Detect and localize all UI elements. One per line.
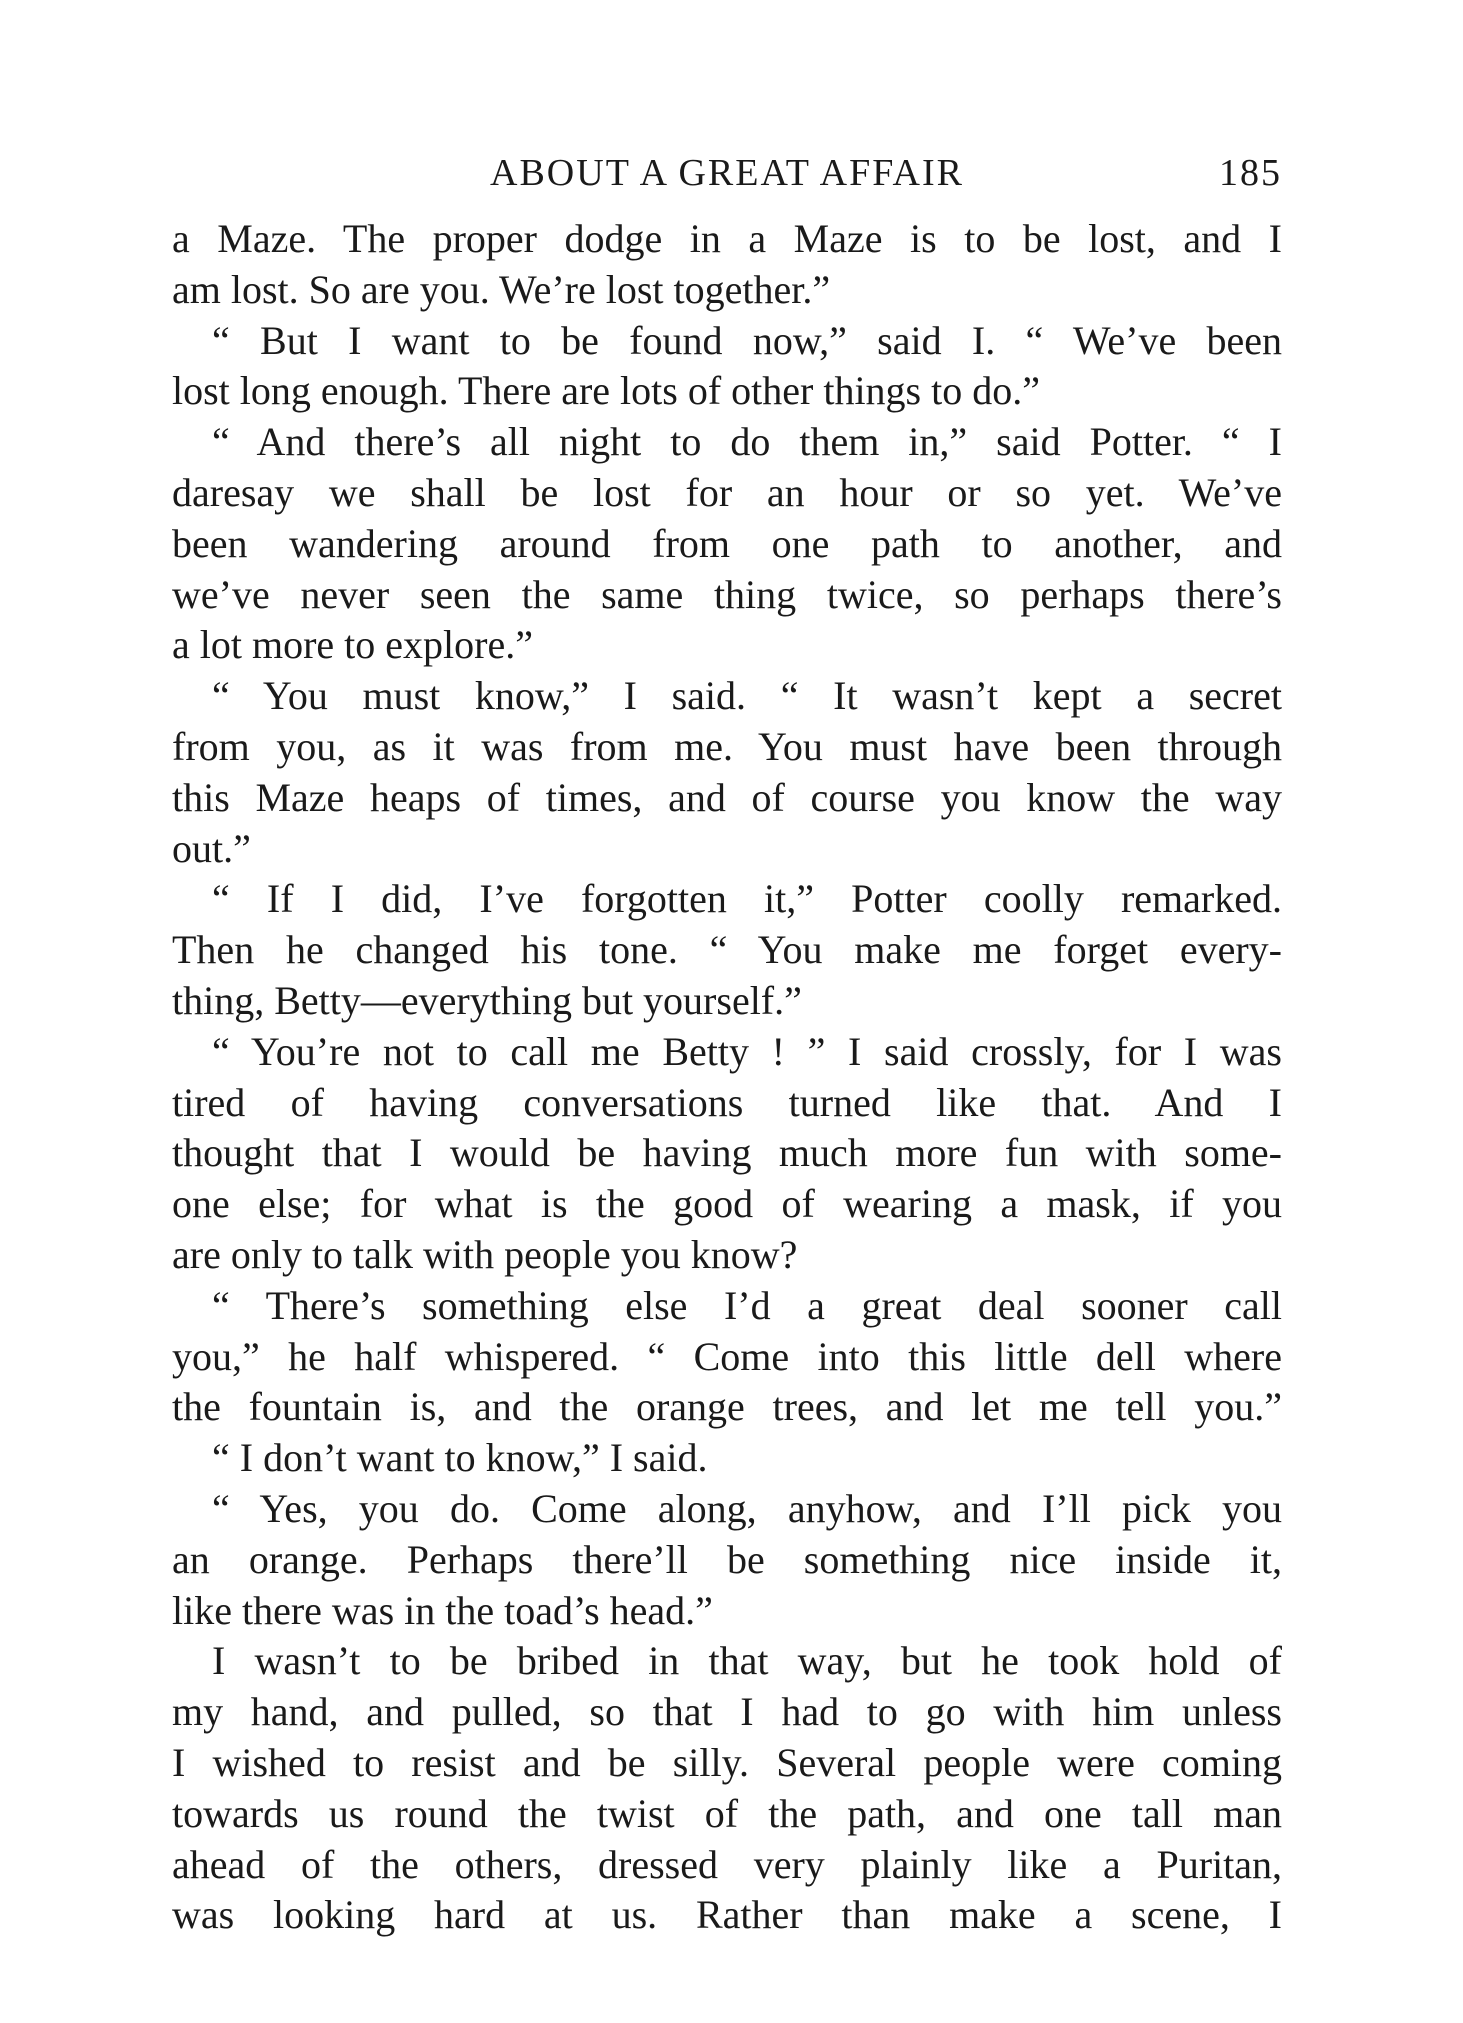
text-line: Then he changed his tone. “ You make me forget every- — [172, 927, 1282, 973]
text-line: daresay we shall be lost for an hour or so yet. We’ve — [172, 469, 1282, 515]
text-line: “ You’re not to call me Betty ! ” I said crossly, for I was — [212, 1028, 1282, 1074]
text-line: am lost. So are you. We’re lost together.” — [172, 266, 831, 312]
text-line: was looking hard at us. Rather than make a scene, I — [172, 1892, 1282, 1938]
text-line: my hand, and pulled, so that I had to go with him unless — [172, 1689, 1282, 1735]
text-line: are only to talk with people you know? — [172, 1231, 798, 1277]
text-line: “ And there’s all night to do them in,” said Potter. “ I — [212, 419, 1282, 465]
text-line: like there was in the toad’s head.” — [172, 1587, 713, 1633]
page-header — [172, 148, 1282, 198]
text-line: lost long enough. There are lots of other things to do.” — [172, 368, 1040, 414]
text-line: from you, as it was from me. You must have been through — [172, 723, 1282, 769]
text-line: towards us round the twist of the path, and one tall man — [172, 1790, 1282, 1836]
text-line: an orange. Perhaps there’ll be something nice inside it, — [172, 1536, 1282, 1582]
text-line: ahead of the others, dressed very plainly like a Puritan, — [172, 1841, 1282, 1887]
text-line: thought that I would be having much more fun with some- — [172, 1130, 1282, 1176]
text-line: I wasn’t to be bribed in that way, but he took hold of — [212, 1638, 1282, 1684]
text-line: a Maze. The proper dodge in a Maze is to be lost, and I — [172, 216, 1282, 261]
text-line: thing, Betty—everything but yourself.” — [172, 977, 802, 1023]
text-line: “ I don’t want to know,” I said. — [212, 1435, 708, 1481]
text-line: “ There’s something else I’d a great deal sooner call — [212, 1282, 1282, 1328]
text-line: “ Yes, you do. Come along, anyhow, and I’ll pick you — [212, 1485, 1282, 1531]
text-line: this Maze heaps of times, and of course you know the way — [172, 774, 1282, 820]
text-line: I wished to resist and be silly. Several people were coming — [172, 1739, 1282, 1785]
text-line: we’ve never seen the same thing twice, so perhaps there’s — [172, 571, 1282, 617]
text-line: been wandering around from one path to another, and — [172, 520, 1282, 566]
body-text — [172, 214, 1282, 1941]
running-title: ABOUT A GREAT AFFAIR — [490, 152, 964, 194]
text-line: the fountain is, and the orange trees, and let me tell you.” — [172, 1384, 1282, 1430]
text-line: you,” he half whispered. “ Come into this little dell where — [172, 1333, 1282, 1379]
text-line: tired of having conversations turned like that. And I — [172, 1079, 1282, 1125]
text-line: out.” — [172, 825, 251, 871]
text-line: “ If I did, I’ve forgotten it,” Potter coolly remarked. — [212, 876, 1282, 922]
text-line: “ But I want to be found now,” said I. “ We’ve been — [212, 317, 1282, 363]
page-number: 185 — [1219, 152, 1282, 194]
text-line: “ You must know,” I said. “ It wasn’t kept a secret — [212, 673, 1282, 719]
text-line: a lot more to explore.” — [172, 622, 533, 668]
text-line: one else; for what is the good of wearing a mask, if you — [172, 1181, 1282, 1227]
